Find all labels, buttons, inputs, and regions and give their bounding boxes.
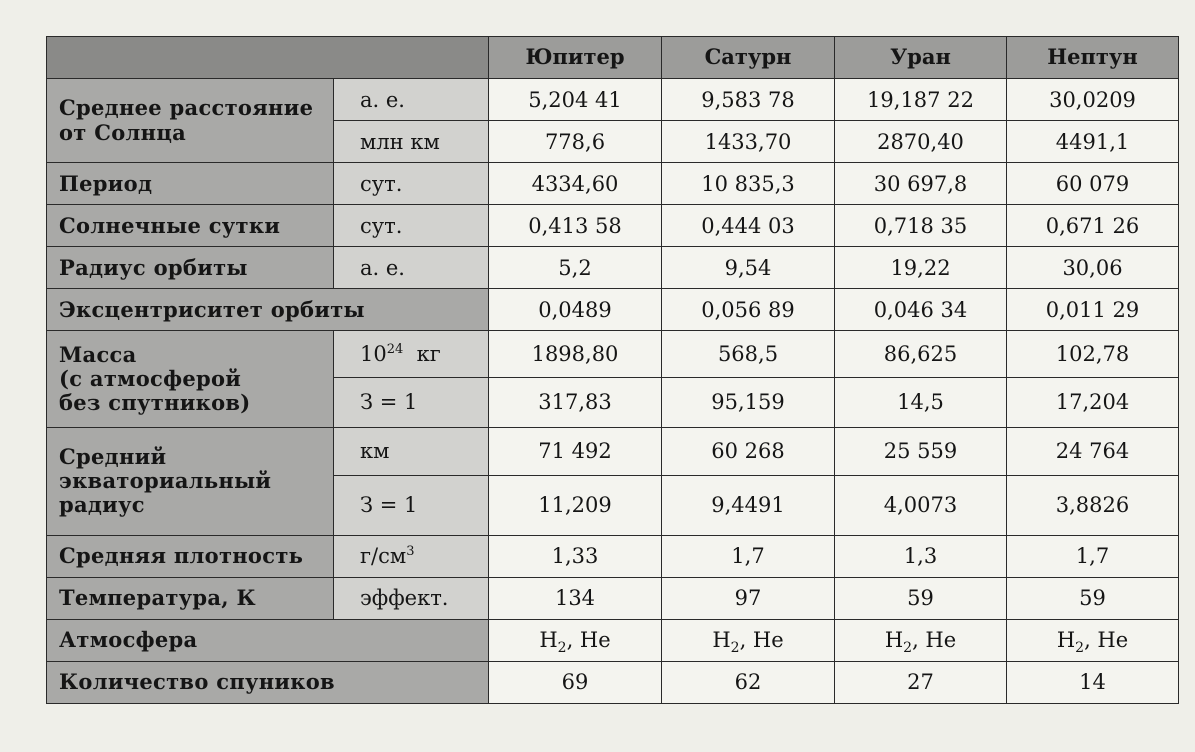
table-row (47, 661, 1179, 703)
orbit-radius-unit: а. е. (334, 247, 489, 289)
value-cell: 0,056 89 (662, 289, 835, 331)
period-unit: сут. (334, 163, 489, 205)
mass-label: Масса (с атмосферой без спутников) (47, 331, 334, 427)
table-row (47, 427, 1179, 475)
value-cell: 25 559 (835, 427, 1007, 475)
value-cell: 1,33 (489, 535, 662, 577)
solar-day-unit: сут. (334, 205, 489, 247)
solar-day-label: Солнечные сутки (47, 205, 334, 247)
orbit-radius-label: Радиус орбиты (47, 247, 334, 289)
value-cell: 102,78 (1007, 331, 1179, 377)
table-row (47, 79, 1179, 121)
value-cell: 9,4491 (662, 475, 835, 535)
value-cell: 1433,70 (662, 121, 835, 163)
value-cell: 59 (1007, 577, 1179, 619)
table-row (47, 577, 1179, 619)
value-cell: 0,413 58 (489, 205, 662, 247)
header-uranus: Уран (835, 37, 1007, 79)
eq-radius-unit-km: км (334, 427, 489, 475)
value-cell: 0,444 03 (662, 205, 835, 247)
value-cell: 71 492 (489, 427, 662, 475)
value-cell: 10 835,3 (662, 163, 835, 205)
value-cell: 14,5 (835, 377, 1007, 427)
value-cell: 30 697,8 (835, 163, 1007, 205)
value-cell: 4334,60 (489, 163, 662, 205)
temperature-label: Температура, К (47, 577, 334, 619)
value-cell: 19,187 22 (835, 79, 1007, 121)
table-row (47, 289, 1179, 331)
mass-unit-earth: З = 1 (334, 377, 489, 427)
atmosphere-label: Атмосфера (47, 619, 489, 661)
header-neptune: Нептун (1007, 37, 1179, 79)
mass-unit-kg: $10^{24}$ кг (334, 331, 489, 377)
value-cell: 11,209 (489, 475, 662, 535)
value-cell: 0,046 34 (835, 289, 1007, 331)
header-blank-cell (47, 37, 489, 79)
value-cell: 59 (835, 577, 1007, 619)
value-cell: 778,6 (489, 121, 662, 163)
eq-radius-unit-earth: З = 1 (334, 475, 489, 535)
value-cell: 4491,1 (1007, 121, 1179, 163)
value-cell: 97 (662, 577, 835, 619)
value-cell: 30,0209 (1007, 79, 1179, 121)
header-saturn: Сатурн (662, 37, 835, 79)
value-cell: 60 079 (1007, 163, 1179, 205)
value-cell: 568,5 (662, 331, 835, 377)
value-cell: 9,583 78 (662, 79, 835, 121)
value-cell: 0,011 29 (1007, 289, 1179, 331)
distance-unit-mkm: млн км (334, 121, 489, 163)
header-row (47, 37, 1179, 79)
value-cell: 1,3 (835, 535, 1007, 577)
value-cell: 2870,40 (835, 121, 1007, 163)
distance-unit-au: а. е. (334, 79, 489, 121)
value-cell: $H_2$, He (489, 619, 662, 661)
distance-label: Среднее расстояние от Солнца (47, 79, 334, 163)
value-cell: 19,22 (835, 247, 1007, 289)
value-cell: 27 (835, 661, 1007, 703)
header-jupiter: Юпитер (489, 37, 662, 79)
value-cell: 69 (489, 661, 662, 703)
value-cell: 95,159 (662, 377, 835, 427)
value-cell: 86,625 (835, 331, 1007, 377)
density-unit: $г/см^3$ (334, 535, 489, 577)
value-cell: 14 (1007, 661, 1179, 703)
table-row (47, 163, 1179, 205)
density-label: Средняя плотность (47, 535, 334, 577)
value-cell: 5,204 41 (489, 79, 662, 121)
temperature-unit: эффект. (334, 577, 489, 619)
table-row (47, 535, 1179, 577)
value-cell: 24 764 (1007, 427, 1179, 475)
eq-radius-label: Средний экваториальный радиус (47, 427, 334, 535)
value-cell: 0,671 26 (1007, 205, 1179, 247)
value-cell: 30,06 (1007, 247, 1179, 289)
value-cell: 0,0489 (489, 289, 662, 331)
value-cell: 17,204 (1007, 377, 1179, 427)
eccentricity-label: Эксцентриситет орбиты (47, 289, 489, 331)
value-cell: 1898,80 (489, 331, 662, 377)
table-row (47, 205, 1179, 247)
value-cell: 5,2 (489, 247, 662, 289)
value-cell: $H_2$, He (1007, 619, 1179, 661)
value-cell: 134 (489, 577, 662, 619)
value-cell: 3,8826 (1007, 475, 1179, 535)
table-row (47, 247, 1179, 289)
table-row (47, 619, 1179, 661)
value-cell: 1,7 (662, 535, 835, 577)
value-cell: 62 (662, 661, 835, 703)
planet-data-table (46, 36, 1179, 704)
value-cell: $H_2$, He (662, 619, 835, 661)
value-cell: 4,0073 (835, 475, 1007, 535)
period-label: Период (47, 163, 334, 205)
table-row (47, 331, 1179, 377)
moons-label: Количество спуников (47, 661, 489, 703)
value-cell: 0,718 35 (835, 205, 1007, 247)
value-cell: 317,83 (489, 377, 662, 427)
value-cell: 9,54 (662, 247, 835, 289)
value-cell: $H_2$, He (835, 619, 1007, 661)
value-cell: 60 268 (662, 427, 835, 475)
value-cell: 1,7 (1007, 535, 1179, 577)
